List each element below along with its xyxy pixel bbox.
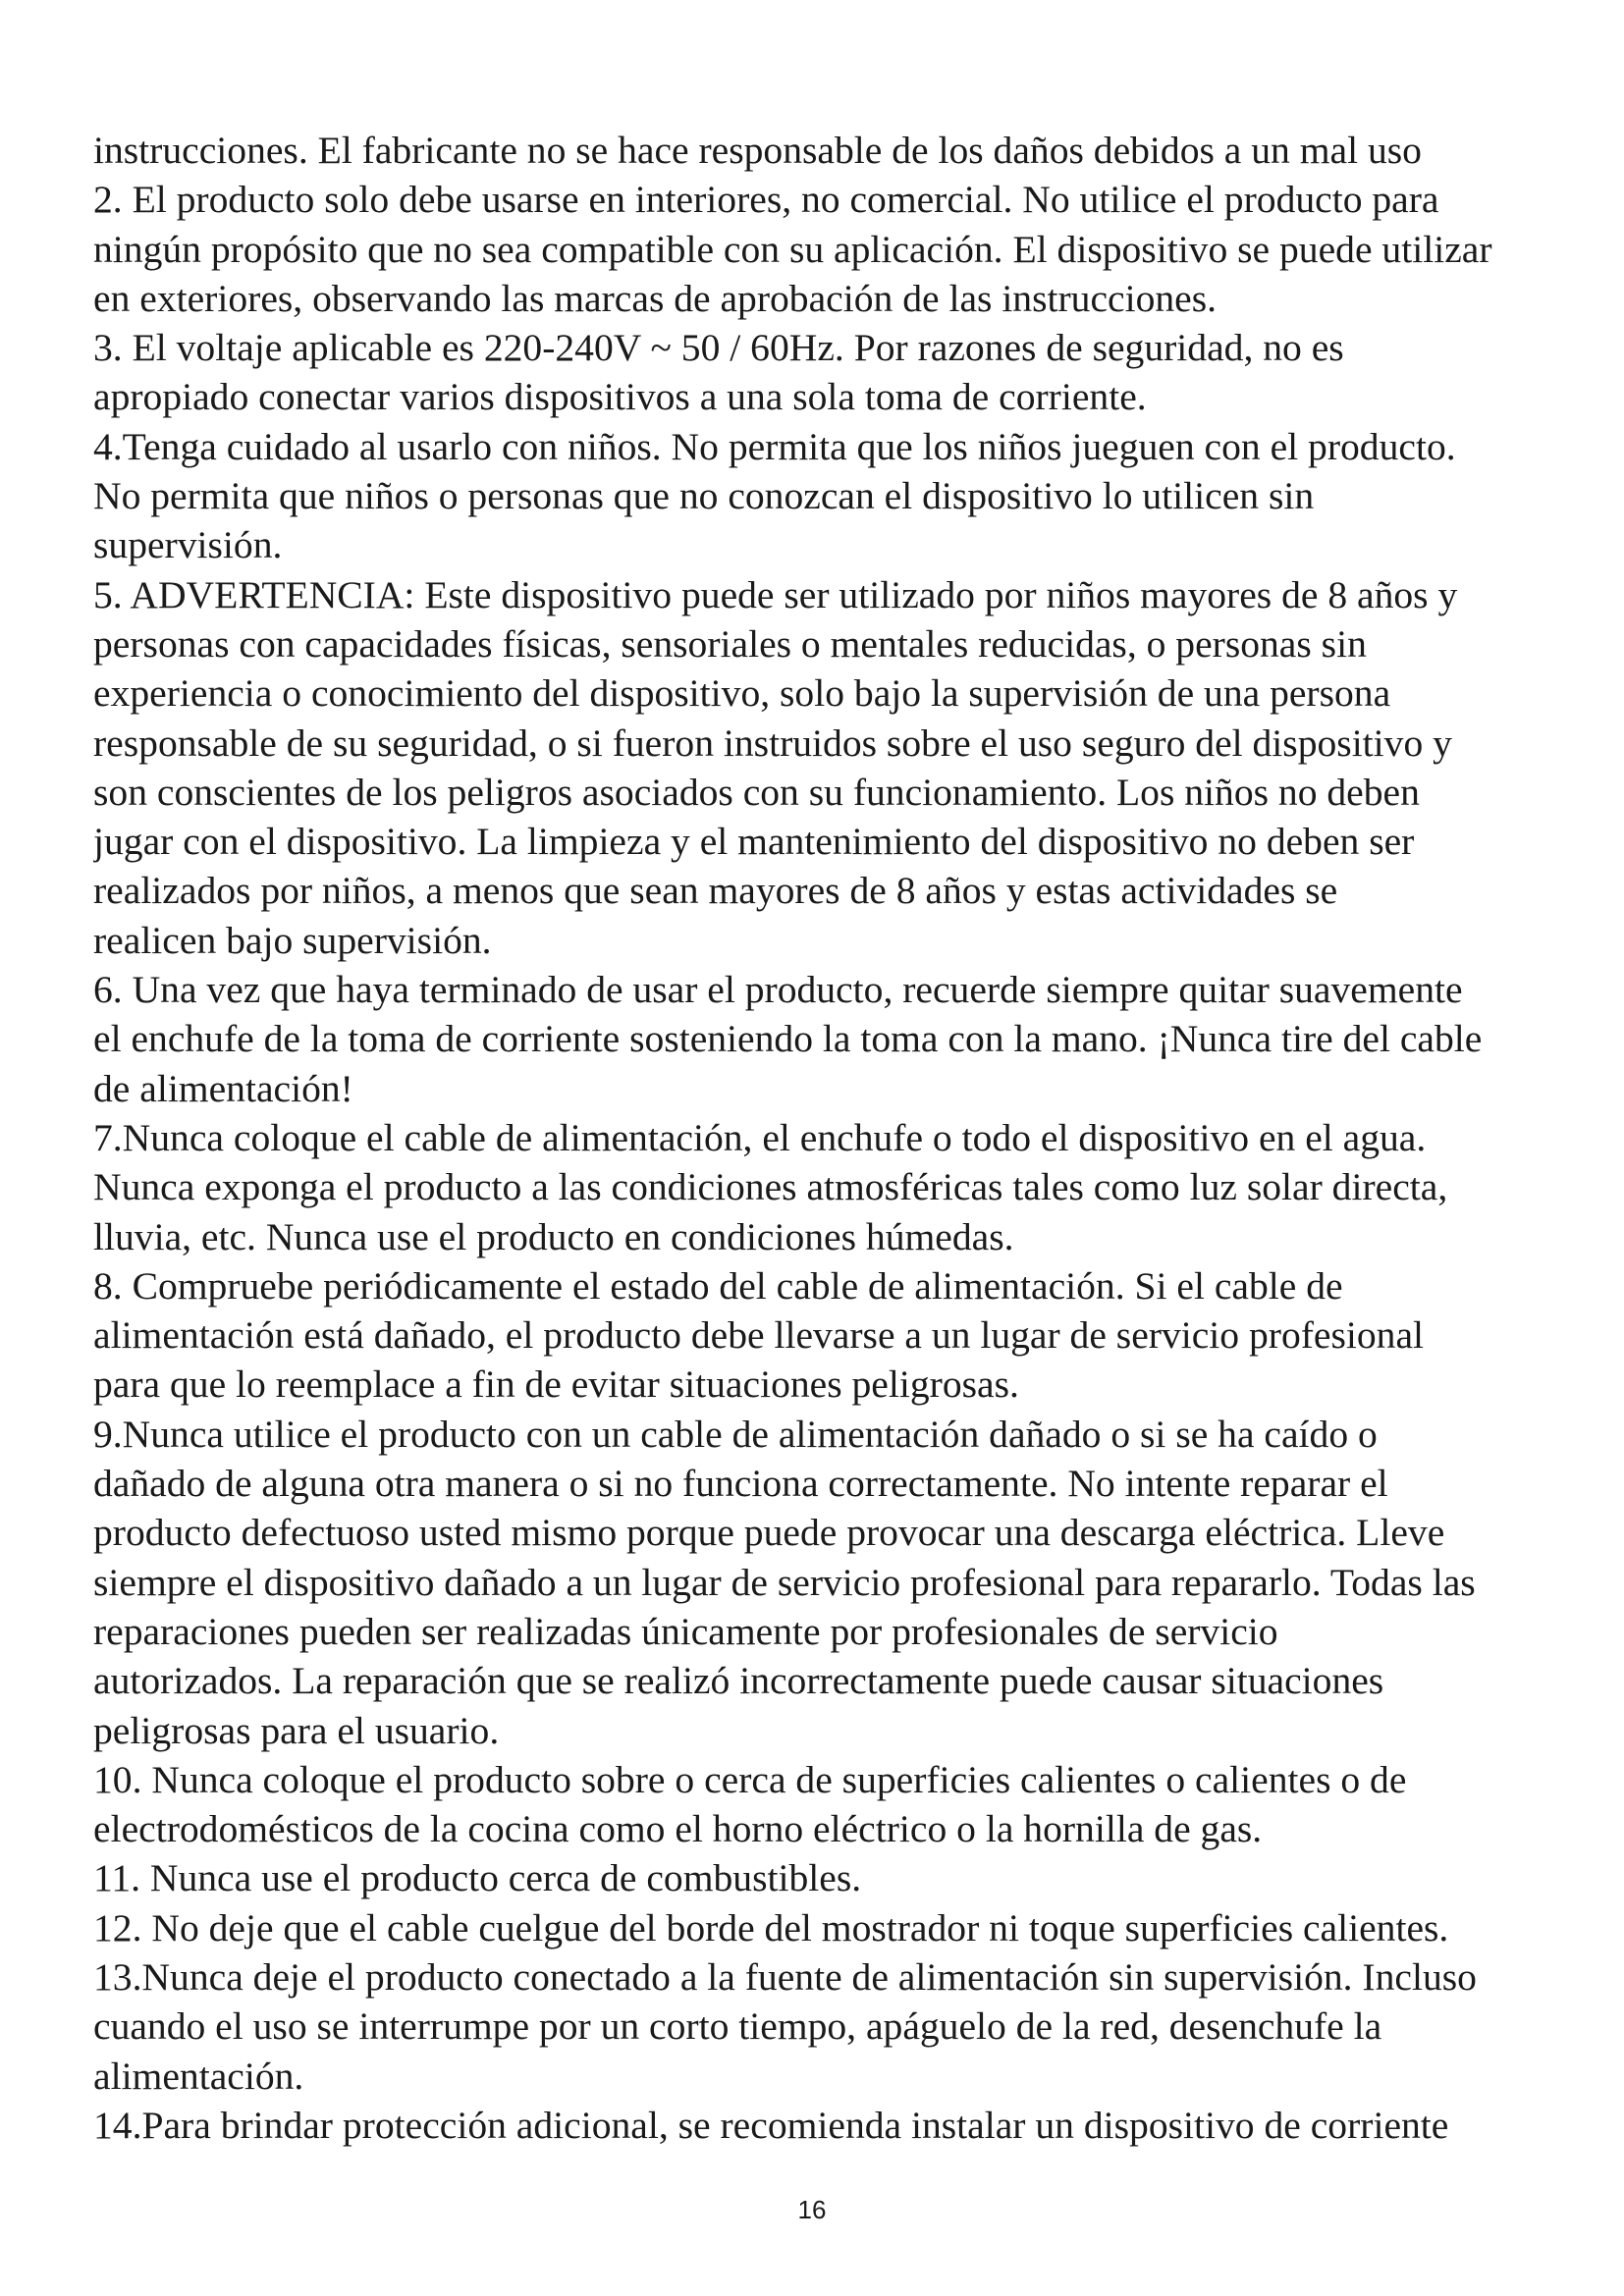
text-line: supervisión. [93, 523, 283, 567]
text-line: cuando el uso se interrumpe por un corto tiempo, apáguelo de la red, desenchufe la [93, 2004, 1382, 2049]
text-line: 14.Para brindar protección adicional, se recomienda instalar un dispositivo de corriente [93, 2103, 1449, 2147]
text-line: en exteriores, observando las marcas de aprobación de las instrucciones. [93, 276, 1218, 320]
text-line: peligrosas para el usuario. [93, 1708, 500, 1752]
text-line: reparaciones pueden ser realizadas únicamente por profesionales de servicio [93, 1609, 1278, 1653]
text-line: alimentación. [93, 2054, 304, 2098]
text-line: son conscientes de los peligros asociados con su funcionamiento. Los niños no deben [93, 770, 1420, 814]
text-line: 11. Nunca use el producto cerca de combustibles. [93, 1856, 862, 1900]
text-line: lluvia, etc. Nunca use el producto en condiciones húmedas. [93, 1214, 1014, 1258]
text-line: 12. No deje que el cable cuelgue del borde del mostrador ni toque superficies calientes. [93, 1905, 1449, 1949]
text-line: para que lo reemplace a fin de evitar situaciones peligrosas. [93, 1362, 1019, 1407]
text-line: jugar con el dispositivo. La limpieza y el mantenimiento del dispositivo no deben ser [93, 820, 1415, 864]
text-line: 2. El producto solo debe usarse en interiores, no comercial. No utilice el producto para [93, 178, 1439, 222]
text-line: No permita que niños o personas que no conozcan el dispositivo lo utilicen sin [93, 474, 1315, 518]
text-line: realizados por niños, a menos que sean mayores de 8 años y estas actividades se [93, 869, 1338, 913]
text-line: autorizados. La reparación que se realizó incorrectamente puede causar situaciones [93, 1659, 1384, 1703]
text-line: Nunca exponga el producto a las condiciones atmosféricas tales como luz solar directa, [93, 1165, 1448, 1209]
text-line: 6. Una vez que haya terminado de usar el producto, recuerde siempre quitar suavemente [93, 968, 1463, 1012]
text-line: apropiado conectar varios dispositivos a una sola toma de corriente. [93, 375, 1147, 419]
page-number: 16 [797, 2195, 827, 2224]
text-line: 10. Nunca coloque el producto sobre o cerca de superficies calientes o calientes o de [93, 1757, 1407, 1801]
text-line: instrucciones. El fabricante no se hace responsable de los daños debidos a un mal uso [93, 129, 1422, 172]
text-line: 7.Nunca coloque el cable de alimentación, el enchufe o todo el dispositivo en el agua. [93, 1115, 1427, 1159]
text-line: siempre el dispositivo dañado a un lugar de servicio profesional para repararlo. Todas las [93, 1560, 1476, 1604]
text-line: responsable de su seguridad, o si fueron instruidos sobre el uso seguro del dispositivo y [93, 721, 1452, 765]
text-line: 9.Nunca utilice el producto con un cable de alimentación dañado o si se ha caído o [93, 1412, 1378, 1456]
text-line: de alimentación! [93, 1066, 353, 1110]
text-line: 4.Tenga cuidado al usarlo con niños. No permita que los niños jueguen con el producto. [93, 424, 1456, 468]
text-line: alimentación está dañado, el producto debe llevarse a un lugar de servicio profesional [93, 1313, 1425, 1358]
text-line: experiencia o conocimiento del dispositivo, solo bajo la supervisión de una persona [93, 671, 1391, 716]
text-line: electrodomésticos de la cocina como el horno eléctrico o la hornilla de gas. [93, 1807, 1263, 1851]
text-line: el enchufe de la toma de corriente sosteniendo la toma con la mano. ¡Nunca tire del cable [93, 1017, 1483, 1061]
text-line: 13.Nunca deje el producto conectado a la fuente de alimentación sin supervisión. Incluso [93, 1954, 1477, 1999]
text-line: 3. El voltaje aplicable es 220-240V ~ 50 / 60Hz. Por razones de seguridad, no es [93, 326, 1344, 370]
text-line: ningún propósito que no sea compatible con su aplicación. El dispositivo se puede utilizar [93, 227, 1492, 271]
document-body [93, 126, 1591, 2150]
text-line: 5. ADVERTENCIA: Este dispositivo puede ser utilizado por niños mayores de 8 años y [93, 572, 1458, 616]
text-line: dañado de alguna otra manera o si no funciona correctamente. No intente reparar el [93, 1462, 1388, 1506]
text-line: producto defectuoso usted mismo porque puede provocar una descarga eléctrica. Lleve [93, 1511, 1445, 1555]
text-line: realicen bajo supervisión. [93, 918, 492, 962]
text-line: personas con capacidades físicas, sensoriales o mentales reducidas, o personas sin [93, 621, 1367, 666]
text-line: 8. Compruebe periódicamente el estado del cable de alimentación. Si el cable de [93, 1263, 1343, 1308]
